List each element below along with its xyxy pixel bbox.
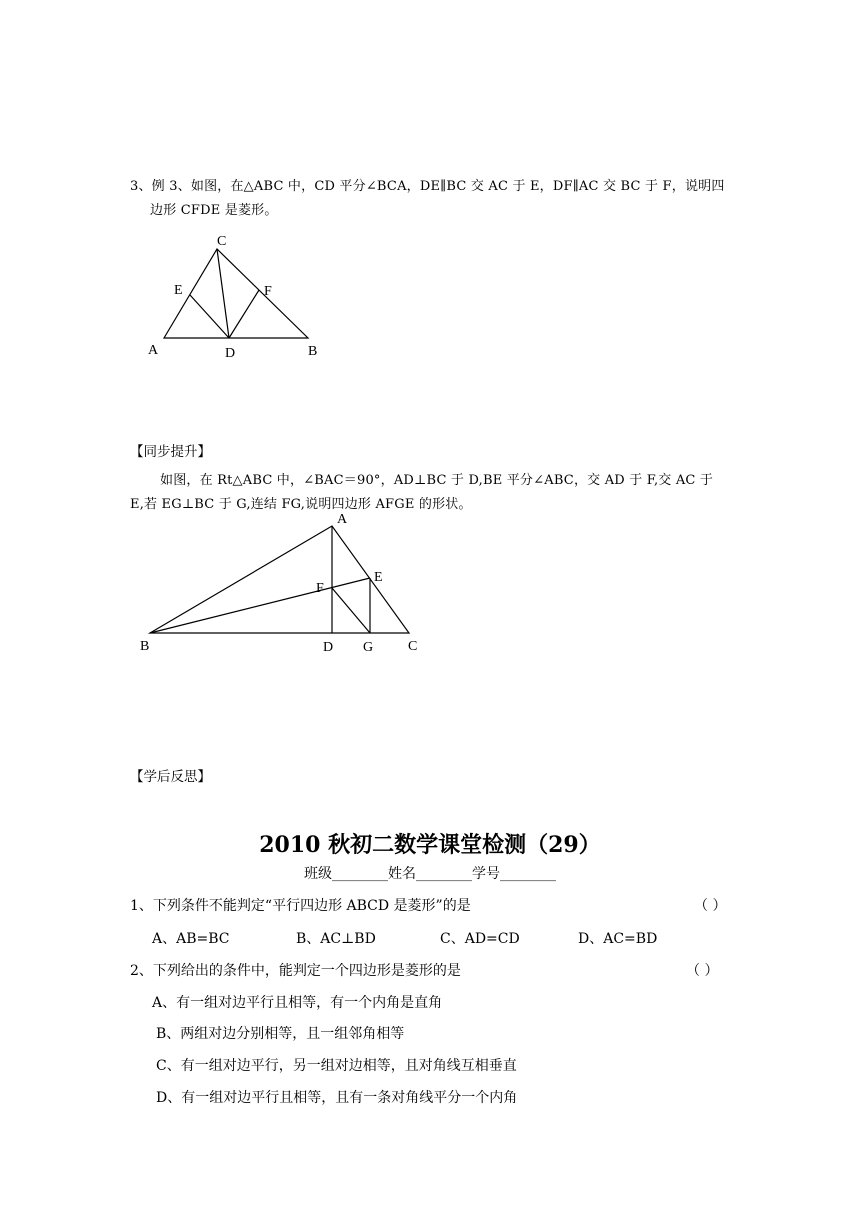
example3-line2: 边形 CFDE 是菱形。 [150, 203, 278, 218]
triangle-abc [164, 249, 308, 338]
label-g: G [363, 640, 374, 655]
example3-line1: 3、例 3、如图，在△ABC 中，CD 平分∠BCA，DE∥BC 交 AC 于 E，DF∥AC 交 BC 于 F，说明四 [130, 179, 725, 194]
student-info-line: 班级________姓名________学号________ [304, 866, 556, 882]
segment-de [190, 295, 229, 338]
question-2-option-c: C、有一组对边平行，另一组对边相等，且对角线互相垂直 [156, 1058, 517, 1074]
question-2-option-a: A、有一组对边平行且相等，有一个内角是直角 [152, 995, 443, 1011]
label-b: B [308, 344, 318, 359]
triangle-cfde-figure [140, 230, 340, 365]
label-f: F [264, 284, 272, 299]
label-c: C [408, 639, 418, 654]
label-d: D [225, 346, 236, 361]
right-triangle-afge-figure [135, 505, 435, 660]
question-1-option-c: C、AD=CD [440, 931, 520, 947]
label-a: A [337, 512, 348, 527]
quiz-title: 2010 秋初二数学课堂检测（29） [259, 832, 601, 858]
question-2-answer-bracket[interactable]: （ ） [686, 963, 719, 979]
label-a: A [148, 343, 159, 358]
label-c: C [217, 234, 227, 249]
sync-improve-heading: 【同步提升】 [130, 444, 211, 460]
question-1-text: 1、下列条件不能判定“平行四边形 ABCD 是菱形”的是 [130, 898, 471, 914]
question-2-text: 2、下列给出的条件中，能判定一个四边形是菱形的是 [130, 963, 461, 979]
label-b: B [140, 639, 150, 654]
label-d: D [323, 640, 334, 655]
question-1-option-a: A、AB=BC [152, 931, 230, 947]
segment-df [229, 290, 259, 338]
reflection-heading: 【学后反思】 [130, 769, 211, 785]
question-1-option-d: D、AC=BD [578, 931, 658, 947]
question-2-option-b: B、两组对边分别相等，且一组邻角相等 [156, 1026, 405, 1042]
question-1-option-b: B、AC⊥BD [296, 931, 376, 947]
question-1-answer-bracket[interactable]: （ ） [694, 898, 727, 914]
label-e: E [174, 283, 183, 298]
segment-fg [332, 588, 370, 633]
label-e: E [374, 570, 383, 585]
question-2-option-d: D、有一组对边平行且相等，且有一条对角线平分一个内角 [156, 1090, 518, 1106]
segment-be [150, 578, 370, 633]
sync-improve-line2: E,若 EG⊥BC 于 G,连结 FG,说明四边形 AFGE 的形状。 [130, 497, 472, 512]
label-f: F [316, 581, 324, 596]
sync-improve-line1: 如图，在 Rt△ABC 中，∠BAC＝90°，AD⊥BC 于 D,BE 平分∠ABC，交 AD 于 F,交 AC 于 [160, 473, 714, 488]
segment-cd [217, 249, 229, 338]
